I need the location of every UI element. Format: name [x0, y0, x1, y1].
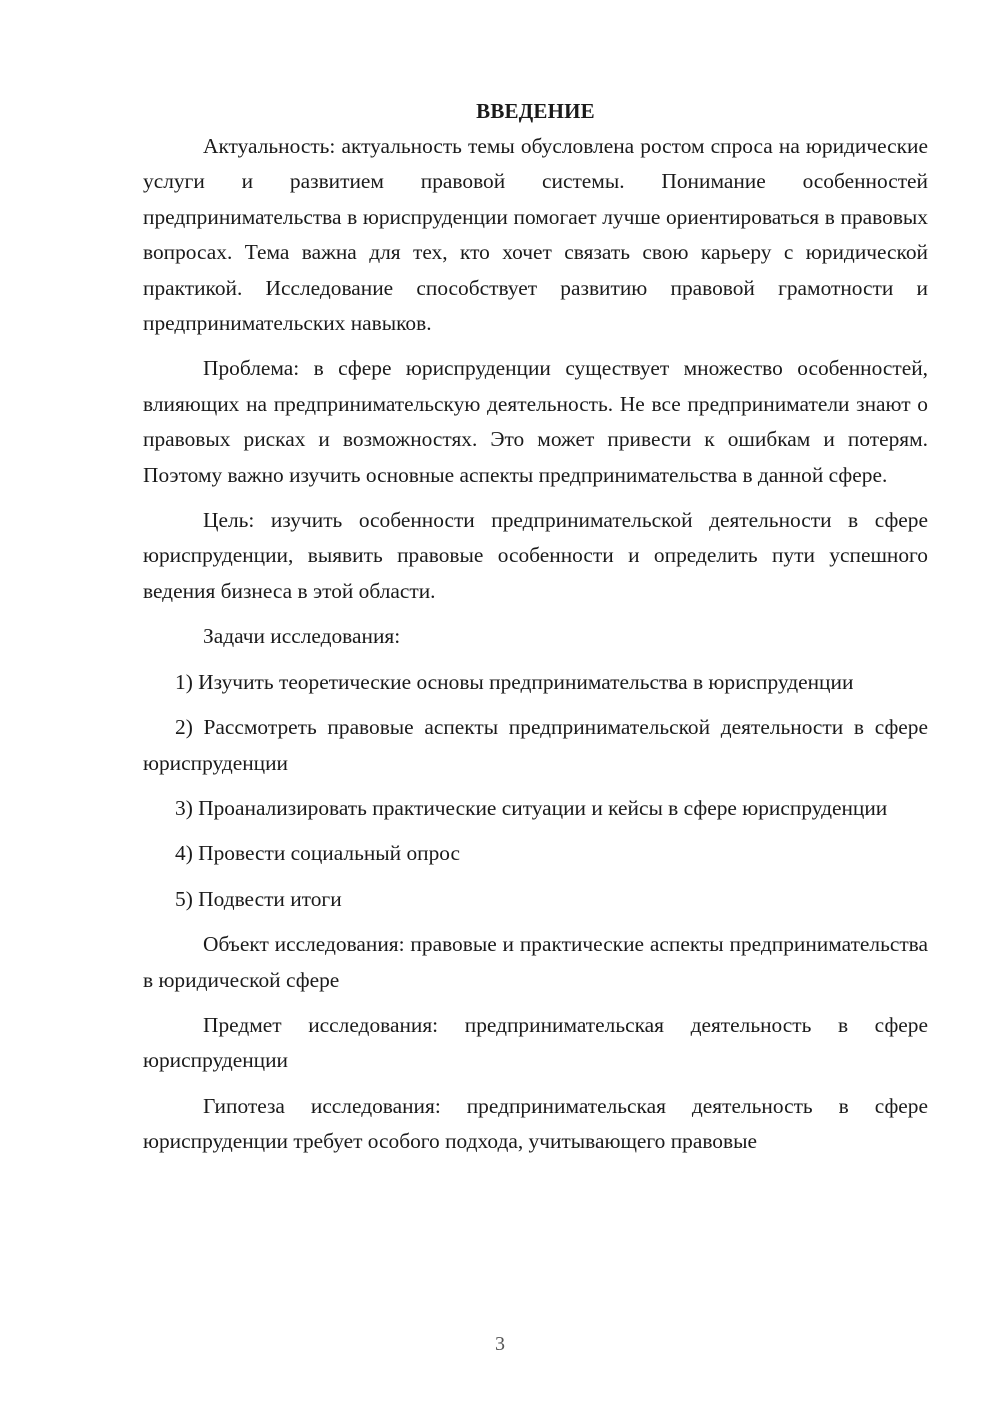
page-number: 3: [495, 1333, 505, 1355]
hypothesis-paragraph: Гипотеза исследования: предпринимательская деятельность в сфере юриспруденции требует особого подхода, учитывающего правовые: [143, 1093, 928, 1154]
goal-paragraph: Цель: изучить особенности предпринимательской деятельности в сфере юриспруденции, выявить правовые особенности и определить пути успешного ведения бизнеса в этой области.: [143, 508, 928, 603]
object-paragraph: Объект исследования: правовые и практические аспекты предпринимательства в юридической сфере: [143, 932, 928, 992]
relevance-paragraph: Актуальность: актуальность темы обусловлена ростом спроса на юридические услуги и развитием правовой системы. Понимание особенностей предпринимательства в юриспруденции помогает лучше ориентироваться в правовых вопросах. Тема важна для тех, кто хочет связать свою карьеру с юридической практикой. Исследование способствует развитию правовой грамотности и предпринимательских навыков.: [143, 134, 928, 336]
task-item-1: 1) Изучить теоретические основы предпринимательства в юриспруденции: [175, 669, 854, 694]
task-item-2: 2) Рассмотреть правовые аспекты предпринимательской деятельности в сфере юриспруденции: [143, 715, 928, 775]
task-item-5: 5) Подвести итоги: [175, 886, 342, 911]
tasks-title: Задачи исследования:: [203, 624, 401, 649]
task-item-4: 4) Провести социальный опрос: [175, 841, 461, 866]
subject-paragraph: Предмет исследования: предпринимательская деятельность в сфере юриспруденции: [143, 1012, 928, 1073]
problem-paragraph: Проблема: в сфере юриспруденции существует множество особенностей, влияющих на предпринимательскую деятельность. Не все предприниматели знают о правовых рисках и возможностях. Это может привести к ошибкам и потерям. Поэтому важно изучить основные аспекты предпринимательства в данной сфере.: [143, 356, 928, 487]
section-heading: ВВЕДЕНИЕ: [476, 99, 595, 123]
task-item-3: 3) Проанализировать практические ситуации и кейсы в сфере юриспруденции: [175, 795, 888, 820]
document-body: [143, 94, 928, 1170]
